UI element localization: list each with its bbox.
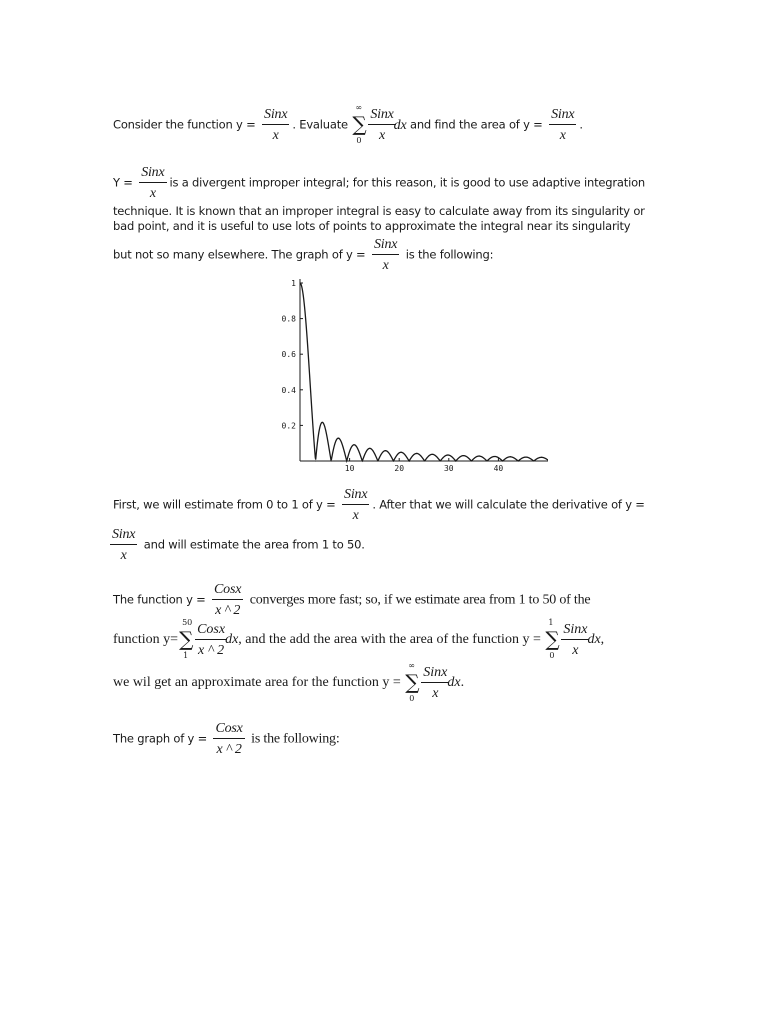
data-point <box>377 460 378 461</box>
fraction-numerator: Cosx <box>195 621 227 640</box>
sum-lower-limit: 0 <box>549 651 555 660</box>
fraction-denominator: x <box>559 128 566 143</box>
data-point <box>369 448 370 449</box>
fraction-denominator: x ^ 2 <box>215 603 241 618</box>
data-point <box>510 456 511 457</box>
y-tick-label: 0.2 <box>281 421 296 431</box>
fraction-numerator: Sinx <box>549 106 576 125</box>
technique-text: technique. It is known that an improper integral is easy to calculate away from its singularity or <box>113 204 645 218</box>
fraction-denominator: x ^ 2 <box>216 742 242 757</box>
data-point <box>541 457 542 458</box>
period: . <box>460 675 465 691</box>
fraction-numerator: Sinx <box>372 236 399 255</box>
sinc-plot <box>278 272 548 472</box>
divergent-text: is a divergent improper integral; for this reason, it is good to use adaptive integration <box>169 175 645 190</box>
fraction-numerator: Sinx <box>561 621 589 640</box>
y-tick-label: 0.6 <box>281 350 296 360</box>
sinx-over-x-fraction <box>139 164 166 202</box>
data-point <box>331 460 332 461</box>
summation-symbol <box>545 619 560 661</box>
data-point <box>463 455 464 456</box>
data-point <box>385 450 386 451</box>
sigma-icon: ∑ <box>545 627 560 651</box>
fraction-numerator: Sinx <box>139 164 166 183</box>
x-tick-label: 40 <box>493 464 504 472</box>
approximate-line <box>113 662 464 704</box>
data-point <box>338 438 339 439</box>
data-point <box>362 460 363 461</box>
function-y-text: function y= <box>113 632 179 648</box>
data-point <box>447 454 448 455</box>
y-tick-label: 0.8 <box>281 314 296 324</box>
data-point <box>400 452 401 453</box>
fraction-denominator: x <box>379 128 386 143</box>
data-point <box>533 460 534 461</box>
dx-differential: dx <box>393 117 407 133</box>
sum-upper-limit: 1 <box>548 618 554 627</box>
data-point <box>393 460 394 461</box>
summation-symbol <box>352 104 367 146</box>
comma: , <box>600 632 605 648</box>
estimate-line <box>113 486 645 524</box>
dx-differential: dx <box>225 632 239 648</box>
sinc-curve <box>300 283 548 461</box>
sinx-over-x-fraction <box>372 236 399 274</box>
fraction-denominator: x <box>382 258 389 273</box>
data-point <box>299 282 300 283</box>
graph-intro-line <box>113 236 493 274</box>
cos-function-line <box>113 581 590 619</box>
sigma-icon: ∑ <box>179 627 194 651</box>
sum-upper-limit: ∞ <box>355 103 362 112</box>
fraction-denominator: x ^ 2 <box>198 643 225 658</box>
intro-area-text: and find the area of y = <box>409 117 543 132</box>
graph-intro-tail: is the following: <box>405 247 494 262</box>
y-equals-text: Y = <box>113 175 133 190</box>
fraction-numerator: Sinx <box>110 526 137 545</box>
data-point <box>440 460 441 461</box>
sum-lower-limit: 0 <box>356 136 362 145</box>
x-tick-label: 20 <box>394 464 405 472</box>
data-point <box>424 460 425 461</box>
fraction-denominator: x <box>572 643 579 658</box>
data-point <box>432 454 433 455</box>
summation-symbol <box>405 662 420 704</box>
fraction-numerator: Sinx <box>342 486 369 505</box>
x-tick-label: 10 <box>344 464 355 472</box>
summation-symbol <box>179 619 194 661</box>
sum-upper-limit: 50 <box>182 618 193 627</box>
cosx-over-x-squared-fraction <box>212 581 243 619</box>
cosx-over-x-squared-fraction <box>213 720 244 758</box>
sigma-icon: ∑ <box>405 670 420 694</box>
sinx-over-x-fraction <box>549 106 576 144</box>
approximate-text: we wil get an approximate area for the function y = <box>113 675 401 691</box>
add-area-text: , and the add the area with the area of the function y = <box>238 632 541 648</box>
fraction-denominator: x <box>432 686 439 701</box>
sum-lower-limit: 0 <box>409 694 415 703</box>
data-point <box>494 456 495 457</box>
sinx-over-x-fraction <box>421 664 449 702</box>
data-point <box>502 460 503 461</box>
divergent-line <box>113 164 645 202</box>
intro-line <box>113 104 583 146</box>
technique-line <box>113 204 645 218</box>
bad-point-text: bad point, and it is useful to use lots of points to approximate the integral near its singularity <box>113 219 631 233</box>
cosx-over-x-squared-fraction <box>195 621 227 659</box>
sinx-over-x-fraction <box>262 106 289 144</box>
sum-lower-limit: 1 <box>183 651 189 660</box>
graph-intro-text: but not so many elsewhere. The graph of y = <box>113 247 366 262</box>
area-range-line <box>110 526 365 564</box>
cos-graph-tail: is the following: <box>251 731 340 747</box>
cos-graph-lead: The graph of y = <box>113 731 207 746</box>
intro-period: . <box>579 117 583 132</box>
data-point <box>478 455 479 456</box>
intro-lead-text: Consider the function y = <box>113 117 256 132</box>
fraction-denominator: x <box>272 128 279 143</box>
dx-differential: dx <box>587 632 601 648</box>
data-point <box>486 460 487 461</box>
sum-upper-limit: ∞ <box>408 661 415 670</box>
fraction-denominator: x <box>120 548 127 563</box>
cos-graph-line <box>113 720 340 758</box>
fraction-numerator: Sinx <box>421 664 449 683</box>
data-point <box>455 460 456 461</box>
y-tick-label: 1 <box>291 279 296 288</box>
fraction-numerator: Cosx <box>212 581 243 600</box>
data-point <box>525 456 526 457</box>
fraction-denominator: x <box>352 508 359 523</box>
function-sum-line <box>113 619 604 661</box>
y-tick-label: 0.4 <box>281 385 296 395</box>
data-point <box>408 460 409 461</box>
x-tick-label: 30 <box>443 464 454 472</box>
intro-evaluate-text: . Evaluate <box>292 117 348 132</box>
data-point <box>353 444 354 445</box>
bad-point-line <box>113 219 630 233</box>
estimate-text: First, we will estimate from 0 to 1 of y = <box>113 497 336 512</box>
data-point <box>315 460 316 461</box>
fraction-denominator: x <box>149 186 156 201</box>
sigma-icon: ∑ <box>352 112 367 136</box>
data-point <box>416 453 417 454</box>
derivative-text: . After that we will calculate the derivative of y = <box>372 497 645 512</box>
sinx-over-x-fraction <box>342 486 369 524</box>
sinx-over-x-fraction <box>561 621 589 659</box>
fraction-numerator: Cosx <box>213 720 244 739</box>
cos-function-lead: The function y = <box>113 592 206 607</box>
sinx-over-x-fraction <box>110 526 137 564</box>
area-range-text: and will estimate the area from 1 to 50. <box>143 537 365 552</box>
dx-differential: dx <box>447 675 461 691</box>
fraction-numerator: Sinx <box>368 106 395 125</box>
fraction-numerator: Sinx <box>262 106 289 125</box>
converges-text: converges more fast; so, if we estimate area from 1 to 50 of the <box>249 592 591 608</box>
sinx-over-x-fraction <box>368 106 395 144</box>
data-point <box>346 460 347 461</box>
data-point <box>518 460 519 461</box>
data-point <box>471 460 472 461</box>
